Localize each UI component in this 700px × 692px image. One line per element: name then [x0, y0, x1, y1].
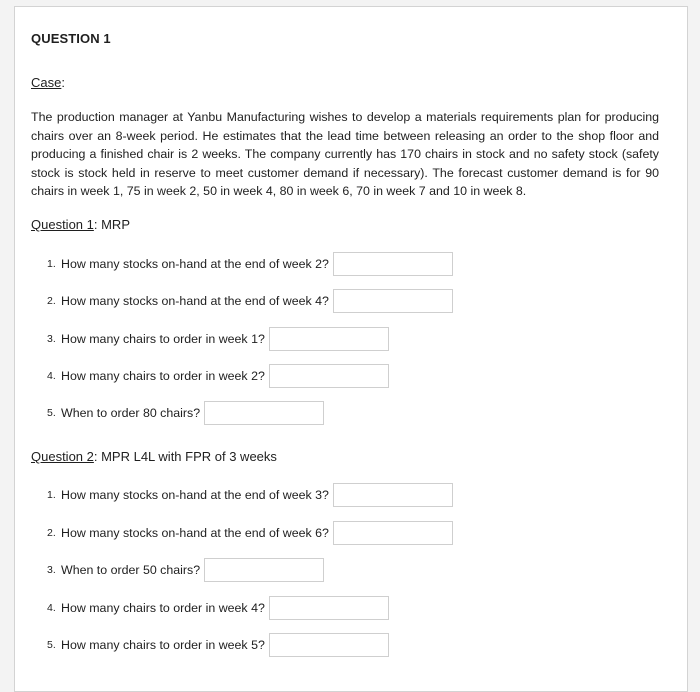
- question-text: When to order 80 chairs?: [61, 406, 201, 420]
- answer-input-q1-3[interactable]: [269, 327, 389, 351]
- answer-input-q2-2[interactable]: [333, 521, 453, 545]
- item-number: 5.: [47, 639, 56, 651]
- item-number: 3.: [47, 333, 56, 345]
- q2-item-2: [47, 520, 453, 546]
- question-text: How many chairs to order in week 1?: [61, 332, 265, 346]
- section-heading-link: Question 1: [31, 217, 94, 232]
- q2-item-5: [47, 632, 389, 658]
- q1-item-2: [47, 288, 453, 314]
- answer-input-q1-1[interactable]: [333, 252, 453, 276]
- answer-input-q1-2[interactable]: [333, 289, 453, 313]
- item-number: 5.: [47, 407, 56, 419]
- case-description: The production manager at Yanbu Manufacturing wishes to develop a materials requirements plan for producing chairs over an 8-week period. He estimates that the lead time between releasing an order to the shop floor and producing a finished chair is 2 weeks. The company currently has 170 chairs in stock and no safety stock (safety stock is stock held in reserve to meet customer demand if necessary). The forecast customer demand is for 90 chairs in week 1, 75 in week 2, 50 in week 4, 80 in week 6, 70 in week 7 and 10 in week 8.: [31, 110, 659, 199]
- item-number: 1.: [47, 258, 56, 270]
- item-number: 2.: [47, 295, 56, 307]
- answer-input-q2-4[interactable]: [269, 596, 389, 620]
- item-number: 4.: [47, 370, 56, 382]
- question-text: How many chairs to order in week 2?: [61, 369, 265, 383]
- q2-item-1: [47, 482, 453, 508]
- case-label-text: Case: [31, 75, 62, 90]
- section-heading-rest: : MRP: [93, 217, 130, 232]
- question-title: QUESTION 1: [31, 31, 111, 46]
- section-heading-link: Question 2: [31, 449, 94, 464]
- q1-item-3: [47, 326, 389, 352]
- question-card: [14, 6, 688, 692]
- question-text: When to order 50 chairs?: [61, 563, 201, 577]
- answer-input-q1-5[interactable]: [204, 401, 324, 425]
- q2-item-3: [47, 557, 324, 583]
- item-number: 4.: [47, 602, 56, 614]
- answer-input-q2-5[interactable]: [269, 633, 389, 657]
- q1-item-5: [47, 400, 324, 426]
- question-text: How many stocks on-hand at the end of week 3?: [61, 488, 329, 502]
- question-text: How many stocks on-hand at the end of week 2?: [61, 257, 329, 271]
- answer-input-q1-4[interactable]: [269, 364, 389, 388]
- q1-item-4: [47, 363, 389, 389]
- answer-input-q2-1[interactable]: [333, 483, 453, 507]
- q1-item-1: [47, 251, 453, 277]
- question-text: How many stocks on-hand at the end of week 4?: [61, 294, 329, 308]
- q2-item-4: [47, 595, 389, 621]
- case-label-colon: :: [61, 75, 65, 90]
- section-heading-question-1: [31, 217, 130, 232]
- section-heading-rest: : MPR L4L with FPR of 3 weeks: [93, 449, 277, 464]
- item-number: 2.: [47, 527, 56, 539]
- item-number: 3.: [47, 564, 56, 576]
- question-text: How many chairs to order in week 4?: [61, 601, 265, 615]
- answer-input-q2-3[interactable]: [204, 558, 324, 582]
- case-label: [31, 75, 65, 90]
- section-heading-question-2: [31, 449, 277, 464]
- question-text: How many chairs to order in week 5?: [61, 638, 265, 652]
- question-text: How many stocks on-hand at the end of week 6?: [61, 526, 329, 540]
- item-number: 1.: [47, 489, 56, 501]
